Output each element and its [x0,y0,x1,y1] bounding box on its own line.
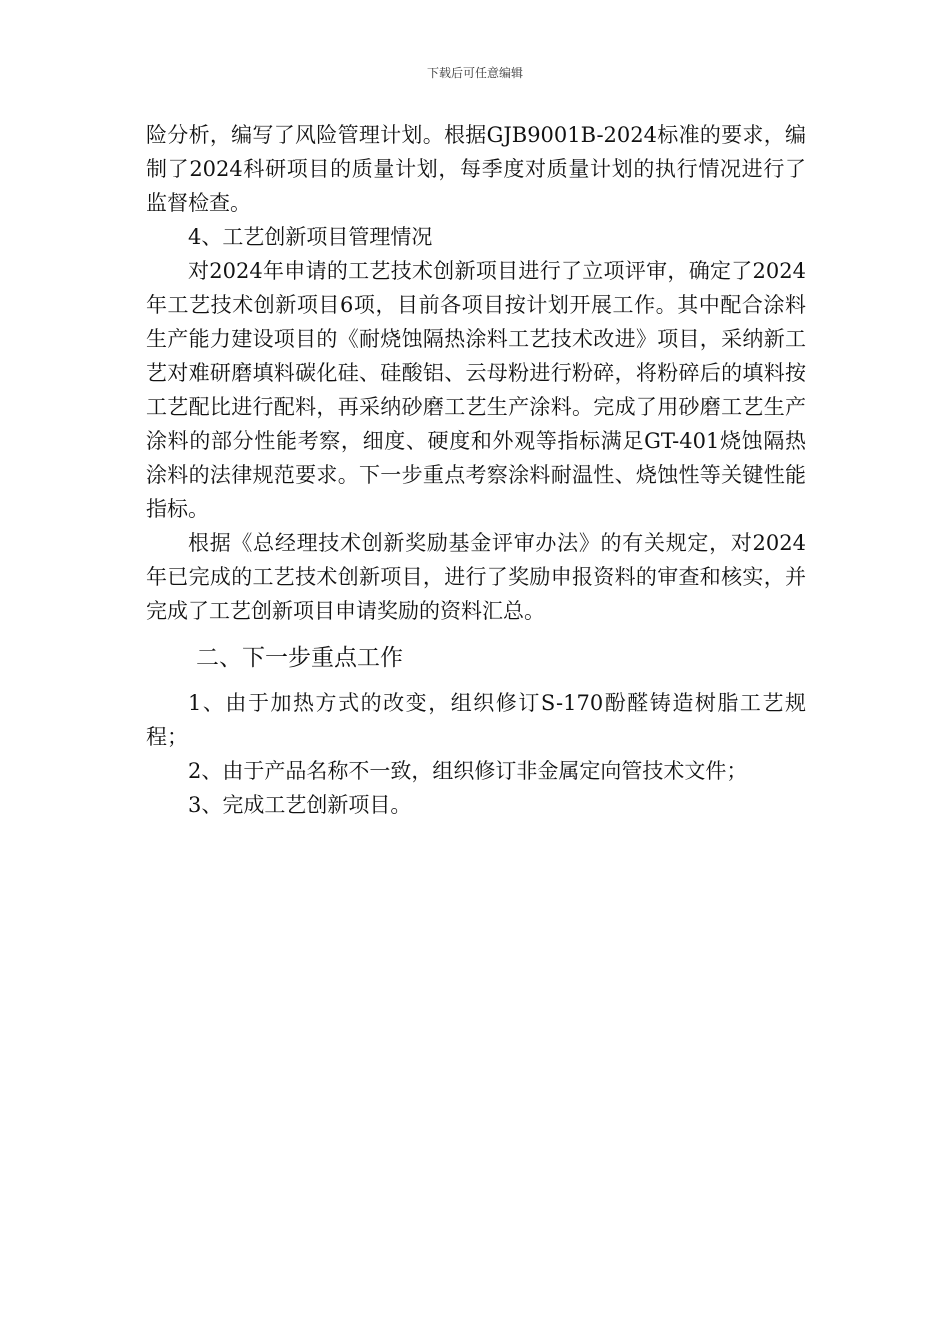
next-step-item-3: 3、完成工艺创新项目。 [188,793,412,817]
paragraph-innovation-award: 根据《总经理技术创新奖励基金评审办法》的有关规定，对2024年已完成的工艺技术创新项目，进行了奖励申报资料的审查和核实，并完成了工艺创新项目申请奖励的资料汇总。 [146,531,806,623]
paragraph-innovation-projects: 对2024年申请的工艺技术创新项目进行了立项评审，确定了2024年工艺技术创新项目6项，目前各项目按计划开展工作。其中配合涂料生产能力建设项目的《耐烧蚀隔热涂料工艺技术改进》项目，采纳新工艺对难研磨填料碳化硅、硅酸铝、云母粉进行粉碎，将粉碎后的填料按工艺配比进行配料，再采纳砂磨工艺生产涂料。完成了用砂磨工艺生产涂料的部分性能考察，细度、硬度和外观等指标满足GT-401烧蚀隔热涂料的法律规范要求。下一步重点考察涂料耐温性、烧蚀性等关键性能指标。 [146,259,806,521]
paragraph-risk-quality: 险分析，编写了风险管理计划。根据GJB9001B-2024标准的要求，编制了2024科研项目的质量计划，每季度对质量计划的执行情况进行了监督检查。 [146,123,806,215]
section-heading-next-steps: 二、下一步重点工作 [196,645,403,671]
subheading-process-innovation: 4、工艺创新项目管理情况 [188,225,433,249]
next-step-item-1: 1、由于加热方式的改变，组织修订S-170酚醛铸造树脂工艺规程； [146,691,806,749]
page-header-note: 下载后可任意编辑 [426,66,523,80]
next-step-item-2: 2、由于产品名称不一致，组织修订非金属定向管技术文件； [188,759,748,783]
document-body [146,118,806,822]
